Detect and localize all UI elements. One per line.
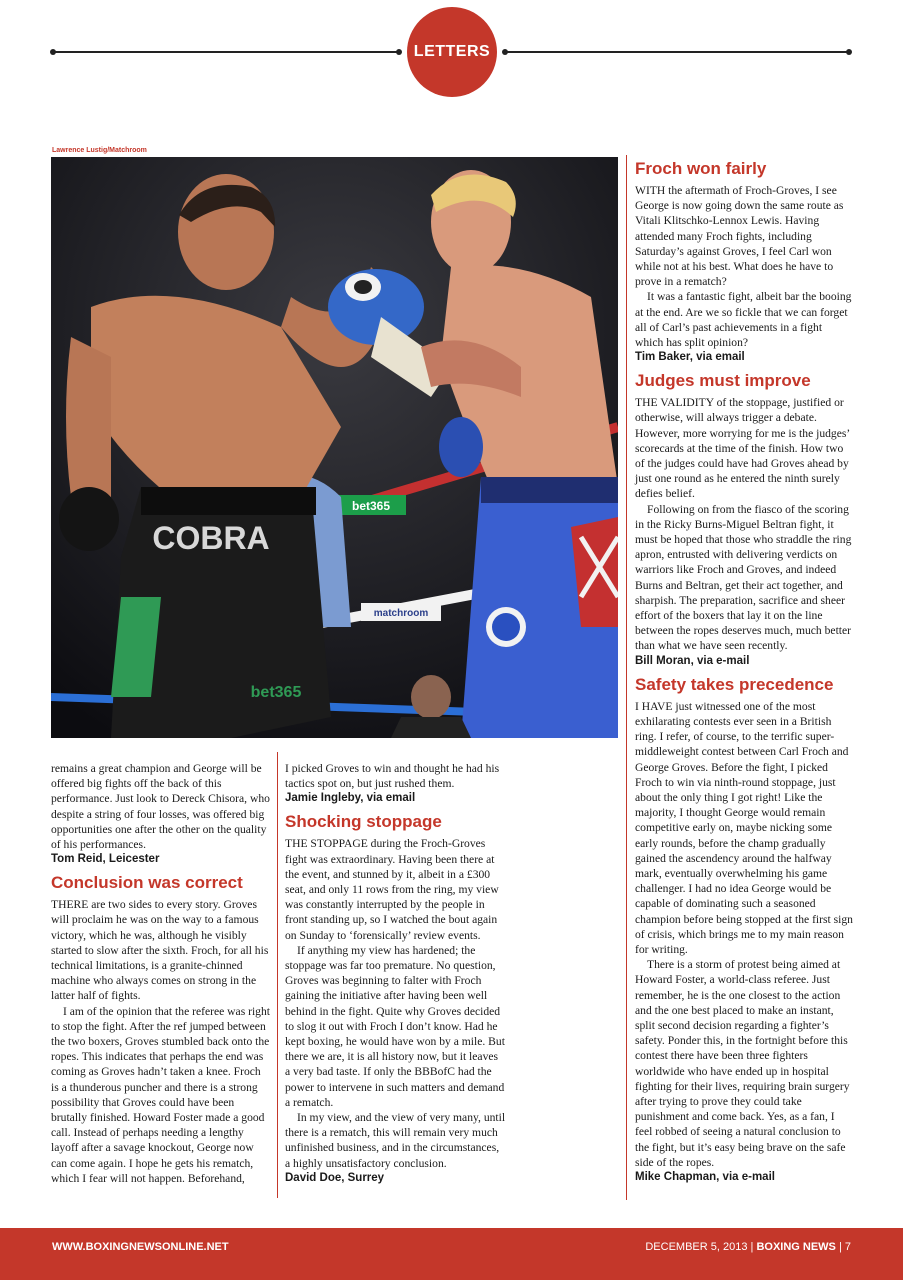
rule-dot xyxy=(502,49,508,55)
letter-signature: Tom Reid, Leicester xyxy=(51,853,160,866)
column-divider xyxy=(626,155,627,1200)
section-badge: LETTERS xyxy=(407,7,497,97)
letter-signature: Bill Moran, via e-mail xyxy=(635,654,750,667)
column-3 xyxy=(635,153,853,1185)
column-divider xyxy=(277,752,278,1198)
rule-dot xyxy=(50,49,56,55)
letter-signature: David Doe, Surrey xyxy=(285,1171,385,1184)
rule-dot xyxy=(846,49,852,55)
letter-heading: Shocking stoppage xyxy=(285,812,442,832)
column-1 xyxy=(51,761,271,1186)
letter-signature: Mike Chapman, via e-mail xyxy=(635,1170,775,1183)
publication-name: BOXING NEWS xyxy=(756,1241,836,1253)
letter-continuation: I picked Groves to win and thought he had his tactics spot on, but just rushed them. xyxy=(285,762,500,791)
letter-signature: Tim Baker, via email xyxy=(635,351,745,364)
letter-heading: Judges must improve xyxy=(635,371,811,391)
letter-signature: Jamie Ingleby, via email xyxy=(285,792,416,805)
letter-paragraph: In my view, and the view of very many, until there is a rematch, this will remain very much unfinished business, and in the circumstances, a highly unsatisfactory conclusion. xyxy=(285,1111,506,1170)
letter-paragraph: I HAVE just witnessed one of the most exhilarating contests ever seen in a British ring. I refer, of course, to the terrific super-middleweight contest between Carl Froch and George Groves. Before the fight, I picked Froch to win via ninth-round stoppage, just about the only thing I got right! Like the majority, I thought George would remain competitive early on, maybe nicking some early rounds, before the champ gradually gained the ascendency around the halfway mark, eventually overwhelming his game challenger. I had no idea George would be capable of dominating such a seasoned champion before being stopped at the first sign of crisis, which brings me to my main reason for writing. xyxy=(635,699,853,956)
letter-paragraph: I am of the opinion that the referee was right to stop the fight. After the ref jumped between the two boxers, Groves stumbled back onto the ropes. This indicates that perhaps the end was coming as Groves hadn’t taken a knee. Froch is a thunderous puncher and there is a strong possibility that Groves could have been brutally finished. Howard Foster made a good call. Instead of perhaps needing a lengthy layoff after a savage knockout, George now can come again. I hope he gets his rematch, which I fear will not happen. Beforehand, xyxy=(51,1004,271,1185)
header-rule-right xyxy=(504,51,850,53)
fight-photo xyxy=(51,157,618,738)
letter-heading: Safety takes precedence xyxy=(635,674,834,694)
website-url: WWW.BOXINGNEWSONLINE.NET xyxy=(52,1241,229,1253)
letter-continuation: remains a great champion and George will be offered big fights off the back of this performance. Just look to Dereck Chisora, who despite a string of four losses, was offered big opportunities one after the other on the quality of his performances. xyxy=(51,762,270,852)
photo-credit: Lawrence Lustig/Matchroom xyxy=(52,147,147,154)
letter-paragraph: It was a fantastic fight, albeit bar the booing at the end. Are we so fickle that we can forget all of Carl’s past achievements in a fight which has split opinion? xyxy=(635,290,852,350)
issue-date: DECEMBER 5, 2013 xyxy=(645,1241,748,1253)
rope-banner xyxy=(361,603,441,621)
trunks-text: COBRA xyxy=(152,520,270,556)
letter-paragraph: THERE are two sides to every story. Groves will proclaim he was on the way to a famous victory, which he was, although he visibly started to slow after the sixth. Froch, for all his technical limitations, is a granite-chinned machine who always comes on strong in the latter half of fights. xyxy=(51,898,269,1003)
letter-paragraph: There is a storm of protest being aimed at Howard Foster, a world-class referee. Just remember, he is the one closest to the action and the one best placed to make an instant, split second decision regarding a fighter’s safety. Ponder this, in the fortnight before this contest there have been three fighters worldwide who have ended up in hospital fighting for their lives, requiring brain surgery after trying to prove they could take punishment and come back. Yes, as a fan, I feel robbed of seeing a natural conclusion to the fight, but it’s easy being brave on the safe side of the ropes. xyxy=(635,958,850,1169)
page-number: 7 xyxy=(844,1241,851,1253)
folio-separator: | xyxy=(838,1241,842,1253)
trunks-sponsor-text: bet365 xyxy=(250,684,302,701)
rope-banner-text: matchroom xyxy=(373,608,429,619)
letter-paragraph: Following on from the fiasco of the scoring in the Ricky Burns-Miguel Beltran fight, it must be hoped that those who straddle the ring apron, entrusted with delivering verdicts on warriors like Froch and Groves, and indeed Burns and Beltran, get their act together, and sharpish. The preparation, sacrifice and sheer effort of the boxers that lay it on the line between the ropes deserves much, much better than what we have seen recently. xyxy=(635,502,852,653)
rope-sponsor-text: bet365 xyxy=(351,499,391,513)
page-footer xyxy=(0,1228,903,1280)
letter-heading: Froch won fairly xyxy=(635,159,767,178)
letter-paragraph: THE STOPPAGE during the Froch-Groves fight was extraordinary. Having been there at the event, and stunned by it, albeit in a £300 seat, and only 11 rows from the ring, my view was constantly interrupted by the people in front standing up, so I watched the bout again on Sunday to ‘forensically’ review events. xyxy=(285,837,499,942)
boxers-illustration xyxy=(51,157,618,738)
letter-paragraph: THE VALIDITY of the stoppage, justified or otherwise, will always trigger a debate. However, more worrying for me is the judges’ scorecards at the time of the finish. How two of the judges could have had Groves ahead by just one round as he entered the ninth surely defies belief. xyxy=(635,396,850,501)
rule-dot xyxy=(396,49,402,55)
footer-folio xyxy=(645,1241,851,1253)
header-rule-left xyxy=(52,51,400,53)
letter-heading: Conclusion was correct xyxy=(51,873,243,893)
rope-sponsor xyxy=(336,495,406,515)
folio-separator: | xyxy=(750,1241,754,1253)
letter-paragraph: If anything my view has hardened; the stoppage was far too premature. No question, Groves was beginning to falter with Froch gaining the initiative after having been well behind in the fight. Quite why Groves decided to slog it out with Froch I don’t know. Had he kept boxing, he would have won by a mile. But there we are, it is all history now, but it leaves a very bad taste. If only the BBBofC had the power to intervene in such matters and demand a rematch. xyxy=(285,943,505,1109)
letter-paragraph: WITH the aftermath of Froch-Groves, I see George is now going down the same route as Vitali Klitschko-Lennox Lewis. Having attended many Froch fights, including Saturday’s against Groves, I feel Carl won while not at his best. What does he have to prove in a rematch? xyxy=(635,184,844,289)
column-2 xyxy=(285,761,506,1186)
